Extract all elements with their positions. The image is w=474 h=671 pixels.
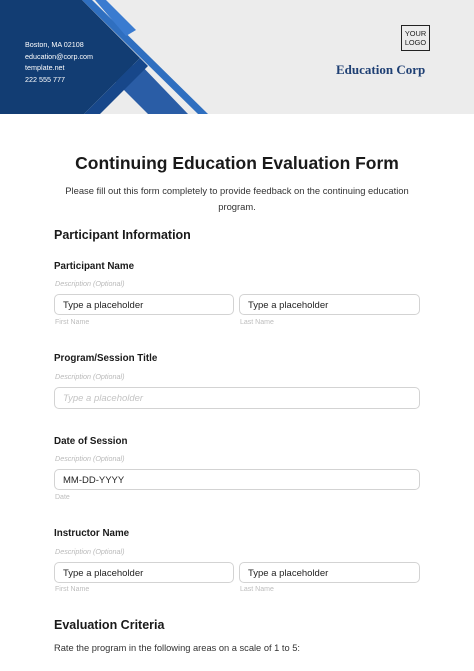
- company-name: Education Corp: [336, 62, 426, 77]
- logo-line-1: YOUR: [404, 29, 427, 38]
- participant-first-name-sublabel: First Name: [55, 319, 90, 326]
- participant-name-label: Participant Name: [54, 261, 135, 272]
- participant-name-description: Description (Optional): [55, 279, 125, 288]
- participant-last-name-input[interactable]: Type a placeholder: [239, 294, 420, 315]
- logo-line-2: LOGO: [404, 38, 427, 47]
- contact-email: education@corp.com: [25, 51, 94, 61]
- date-sublabel: Date: [55, 494, 70, 501]
- program-title-label: Program/Session Title: [54, 353, 158, 364]
- rating-instruction: Rate the program in the following areas on a scale of 1 to 5:: [54, 643, 300, 653]
- instructor-last-name-sublabel: Last Name: [240, 586, 274, 593]
- instructor-name-description: Description (Optional): [55, 547, 125, 556]
- instructor-name-label: Instructor Name: [54, 528, 130, 539]
- instructor-last-name-input[interactable]: Type a placeholder: [239, 562, 420, 583]
- contact-website: template.net: [25, 63, 65, 73]
- program-title-input[interactable]: Type a placeholder: [54, 387, 420, 409]
- form-intro: Please fill out this form completely to provide feedback on the continuing education program.: [65, 185, 409, 212]
- participant-last-name-sublabel: Last Name: [240, 319, 274, 326]
- contact-phone: 222 555 777: [25, 74, 65, 84]
- program-title-description: Description (Optional): [55, 372, 125, 381]
- instructor-first-name-sublabel: First Name: [55, 586, 90, 593]
- date-of-session-description: Description (Optional): [55, 454, 125, 463]
- date-of-session-label: Date of Session: [54, 436, 128, 447]
- date-of-session-input[interactable]: MM-DD-YYYY: [54, 469, 420, 490]
- instructor-first-name-input[interactable]: Type a placeholder: [54, 562, 234, 583]
- page-header: [0, 0, 474, 114]
- contact-info: [25, 39, 93, 85]
- form-title: Continuing Education Evaluation Form: [75, 153, 399, 173]
- logo-placeholder: [401, 25, 430, 51]
- contact-address: Boston, MA 02108: [25, 40, 84, 49]
- section-participant-information: Participant Information: [54, 228, 191, 242]
- section-evaluation-criteria: Evaluation Criteria: [54, 618, 165, 632]
- participant-first-name-input[interactable]: Type a placeholder: [54, 294, 234, 315]
